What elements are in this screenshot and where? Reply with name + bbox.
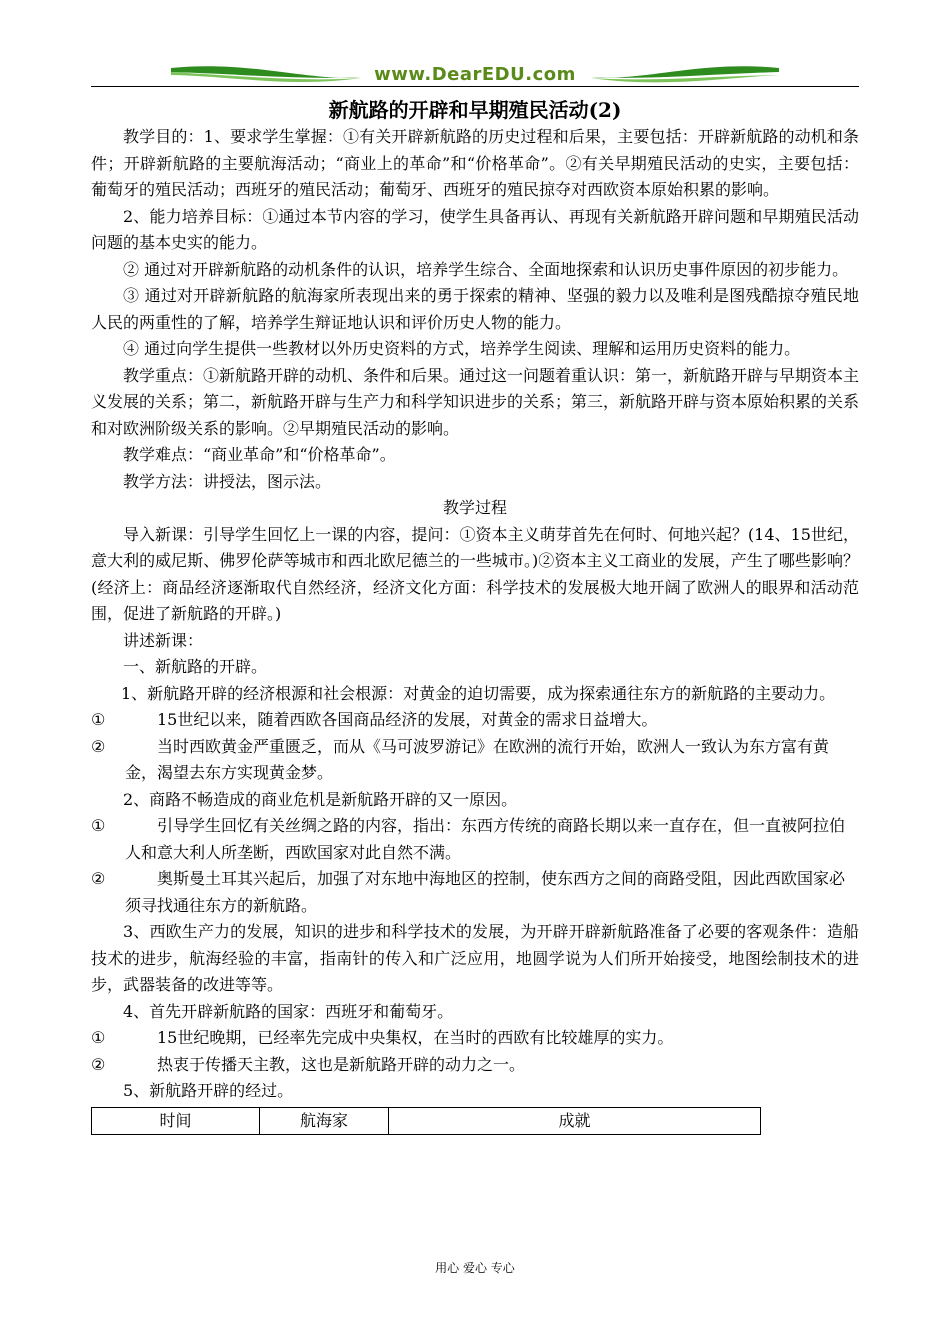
page-footer: 用心 爱心 专心	[435, 1261, 515, 1275]
chapter-heading: 一、新航路的开辟。	[123, 657, 268, 676]
table-header-navigator: 航海家	[260, 1107, 389, 1135]
list-item-text: 15世纪以来，随着西欧各国商品经济的发展，对黄金的需求日益增大。	[157, 710, 658, 729]
ability-goals-paragraph: 2、能力培养目标：①通过本节内容的学习，使学生具备再认、再现有关新航路开辟问题和早期殖民活动问题的基本史实的能力。	[91, 206, 859, 252]
list-item-text: 奥斯曼土耳其兴起后，加强了对东地中海地区的控制，使东西方之间的商路受阻，因此西欧国家必须寻找通往东方的新航路。	[125, 869, 846, 915]
list-item	[91, 866, 859, 919]
ability-goal-2: ② 通过对开辟新航路的动机条件的认识，培养学生综合、全面地探索和认识历史事件原因的初步能力。	[123, 259, 849, 279]
list-marker: ②	[91, 869, 106, 888]
section-heading: 教学过程	[442, 498, 507, 517]
list-item	[91, 734, 859, 787]
methods-paragraph: 教学方法：讲授法，图示法。	[123, 471, 332, 491]
voyages-table	[91, 1107, 761, 1136]
table-header-achievement: 成就	[389, 1107, 761, 1135]
list-item	[91, 1052, 859, 1079]
key-points-paragraph: 教学重点：①新航路开辟的动机、条件和后果。通过这一问题着重认识：第一，新航路开辟与早期资本主义发展的关系；第二，新航路开辟与生产力和科学知识进步的关系；第三，新航路开辟与资本原始积累的关系和对欧洲阶级关系的影响。②早期殖民活动的影响。	[91, 365, 860, 438]
list-item	[91, 813, 859, 866]
reason-2-paragraph: 2、商路不畅造成的商业危机是新航路开辟的又一原因。	[123, 789, 518, 809]
ability-goal-3: ③ 通过对开辟新航路的航海家所表现出来的勇于探索的精神、坚强的毅力以及唯利是图残酷掠夺殖民地人民的两重性的了解，培养学生辩证地认识和评价历史人物的能力。	[91, 286, 859, 332]
site-logo: www.DearEDU.com	[374, 64, 576, 85]
header-divider	[91, 86, 859, 87]
table-header-row	[92, 1107, 761, 1135]
list-marker: ①	[91, 816, 106, 835]
list-item-text: 当时西欧黄金严重匮乏，而从《马可波罗游记》在欧洲的流行开始，欧洲人一致认为东方富有黄金，渴望去东方实现黄金梦。	[125, 736, 830, 782]
list-item-text: 15世纪晚期，已经率先完成中央集权，在当时的西欧有比较雄厚的实力。	[157, 1028, 674, 1047]
list-item-text: 热衷于传播天主教，这也是新航路开辟的动力之一。	[157, 1054, 526, 1074]
table-header-time: 时间	[92, 1107, 260, 1135]
list-item	[91, 707, 859, 734]
list-item	[91, 1025, 859, 1052]
reason-3-paragraph: 3、西欧生产力的发展，知识的进步和科学技术的发展，为开辟开辟新航路准备了必要的客观条件：造船技术的进步，航海经验的丰富，指南针的传入和广泛应用，地圆学说为人们所开始接受，地图绘制技术的进步，武器装备的改进等等。	[91, 922, 859, 994]
intro-paragraph: 导入新课：引导学生回忆上一课的内容，提问：①资本主义萌芽首先在何时、何地兴起？(14、15世纪，意大利的威尼斯、佛罗伦萨等城市和西北欧尼德兰的一些城市。)②资本主义工商业的发展，产生了哪些影响？(经济上：商品经济逐渐取代自然经济，经济文化方面：科学技术的发展极大地开阔了欧洲人的眼界和活动范围，促进了新航路的开辟。)	[91, 524, 859, 623]
reason-4-paragraph: 4、首先开辟新航路的国家：西班牙和葡萄牙。	[123, 1001, 454, 1021]
objectives-paragraph: 教学目的：1、要求学生掌握：①有关开辟新航路的历史过程和后果，主要包括：开辟新航路的动机和条件；开辟新航路的主要航海活动；“商业上的革命”和“价格革命”。②有关早期殖民活动的史实，主要包括：葡萄牙的殖民活动；西班牙的殖民活动；葡萄牙、西班牙的殖民掠夺对西欧资本原始积累的影响。	[91, 127, 859, 199]
process-heading: 5、新航路开辟的经过。	[123, 1081, 294, 1100]
new-lesson-label: 讲述新课：	[123, 630, 204, 650]
list-marker: ①	[91, 1028, 106, 1047]
list-marker: ②	[91, 736, 106, 756]
difficulties-paragraph: 教学难点：“商业革命”和“价格革命”。	[123, 445, 396, 464]
reason-1-paragraph: 1、新航路开辟的经济根源和社会根源：对黄金的迫切需要，成为探索通往东方的新航路的主要动力。	[121, 683, 836, 703]
list-marker: ①	[91, 710, 106, 729]
list-item-text: 引导学生回忆有关丝绸之路的内容，指出：东西方传统的商路长期以来一直存在，但一直被阿拉伯人和意大利人所垄断，西欧国家对此自然不满。	[125, 816, 846, 862]
ability-goal-4: ④ 通过向学生提供一些教材以外历史资料的方式，培养学生阅读、理解和运用历史资料的能力。	[123, 339, 801, 358]
list-marker: ②	[91, 1054, 106, 1074]
document-title: 新航路的开辟和早期殖民活动(2)	[328, 98, 622, 122]
document-body	[91, 96, 859, 1135]
